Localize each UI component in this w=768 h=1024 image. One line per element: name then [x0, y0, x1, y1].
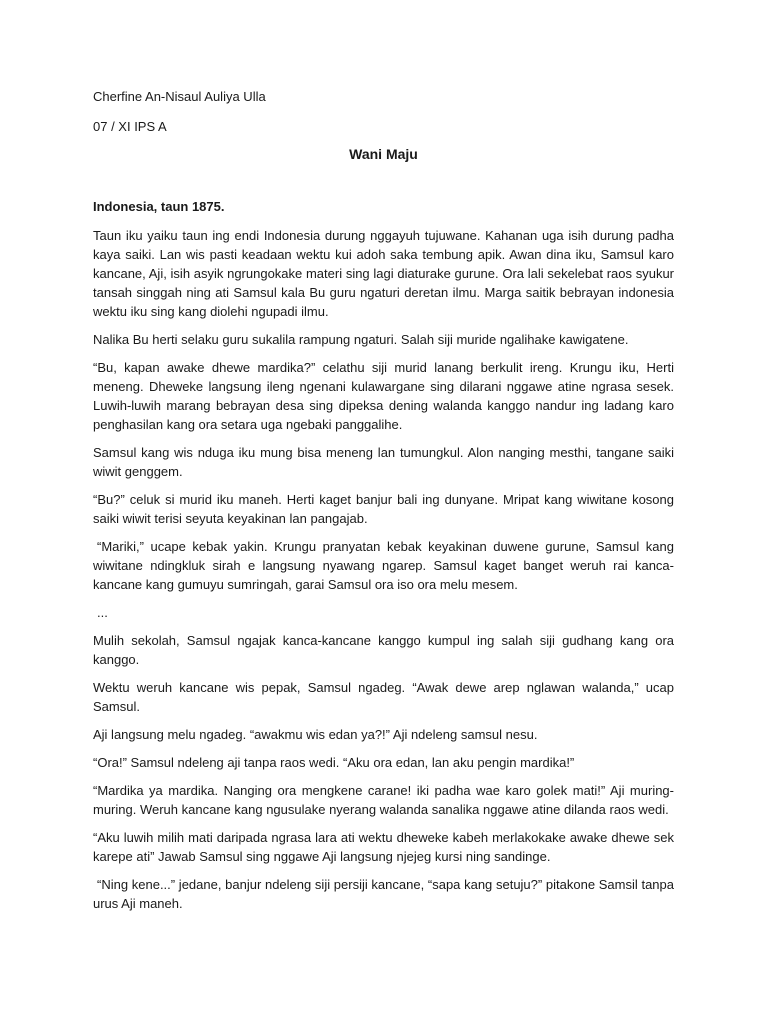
- paragraph: Mulih sekolah, Samsul ngajak kanca-kancane kanggo kumpul ing salah siji gudhang kang ora kanggo.: [93, 633, 674, 667]
- paragraph: Taun iku yaiku taun ing endi Indonesia durung nggayuh tujuwane. Kahanan uga isih durung padha kaya saiki. Lan wis pasti keadaan wektu kui adoh saka tembung apik. Awan dina iku, Samsul karo kancane, Aji, isih asyik ngrungokake materi sing lagi diaturake gurune. Ora lali sekelebat raos syukur tansah singgah ning ati Samsul kala Bu guru ngaturi deretan ilmu. Marga saitik bebrayan indonesia wektu iku sing kang diolehi ngupadi ilmu.: [93, 228, 674, 319]
- paragraph: Samsul kang wis nduga iku mung bisa meneng lan tumungkul. Alon nanging mesthi, tangane saiki wiwit genggem.: [93, 445, 674, 479]
- paragraph: “Mariki,” ucape kebak yakin. Krungu pranyatan kebak keyakinan duwene gurune, Samsul kang wiwitane ndingkluk sirah e langsung nyawang ngarep. Samsul kaget banget weruh rai kanca-kancane kang gumuyu sumringah, garai Samsul ora iso ora melu mesem.: [93, 539, 674, 592]
- paragraph: “Aku luwih milih mati daripada ngrasa lara ati wektu dheweke kabeh merlakokake awake dhewe sek karepe ati” Jawab Samsul sing nggawe Aji langsung njejeg kursi ning sandinge.: [93, 830, 674, 864]
- class-line: 07 / XI IPS A: [93, 119, 167, 134]
- paragraph: “Bu, kapan awake dhewe mardika?” celathu siji murid lanang berkulit ireng. Krungu iku, Herti meneng. Dheweke langsung ileng ngenani kulawargane sing dilarani nggawe atine ngrasa sesek. Luwih-luwih marang bebrayan desa sing dipeksa dening walanda kanggo nandur ing ladang karo penghasilan kang ora setara uga ngebaki panggalihe.: [93, 360, 674, 432]
- paragraph: “Bu?” celuk si murid iku maneh. Herti kaget banjur bali ing dunyane. Mripat kang wiwitane kosong saiki wiwit terisi seyuta keyakinan lan pangajab.: [93, 492, 674, 526]
- paragraph: Aji langsung melu ngadeg. “awakmu wis edan ya?!” Aji ndeleng samsul nesu.: [93, 727, 538, 742]
- document-body: [93, 88, 674, 922]
- scene-break: ...: [97, 605, 108, 620]
- paragraph: “Mardika ya mardika. Nanging ora mengkene carane! iki padha wae karo golek mati!” Aji muring-muring. Weruh kancane kang ngusulake nyerang walanda sanalika nggawe atine dilanda raos wedi.: [93, 783, 674, 817]
- story-title: Wani Maju: [349, 146, 418, 162]
- paragraph: “Ora!” Samsul ndeleng aji tanpa raos wedi. “Aku ora edan, lan aku pengin mardika!”: [93, 755, 575, 770]
- story-setting: Indonesia, taun 1875.: [93, 199, 225, 214]
- author-name: Cherfine An-Nisaul Auliya Ulla: [93, 89, 266, 104]
- paragraph: Wektu weruh kancane wis pepak, Samsul ngadeg. “Awak dewe arep nglawan walanda,” ucap Samsul.: [93, 680, 674, 714]
- paragraph: Nalika Bu herti selaku guru sukalila rampung ngaturi. Salah siji muride ngalihake kawigatene.: [93, 332, 629, 347]
- paragraph: “Ning kene...” jedane, banjur ndeleng siji persiji kancane, “sapa kang setuju?” pitakone Samsil tanpa urus Aji maneh.: [93, 877, 674, 911]
